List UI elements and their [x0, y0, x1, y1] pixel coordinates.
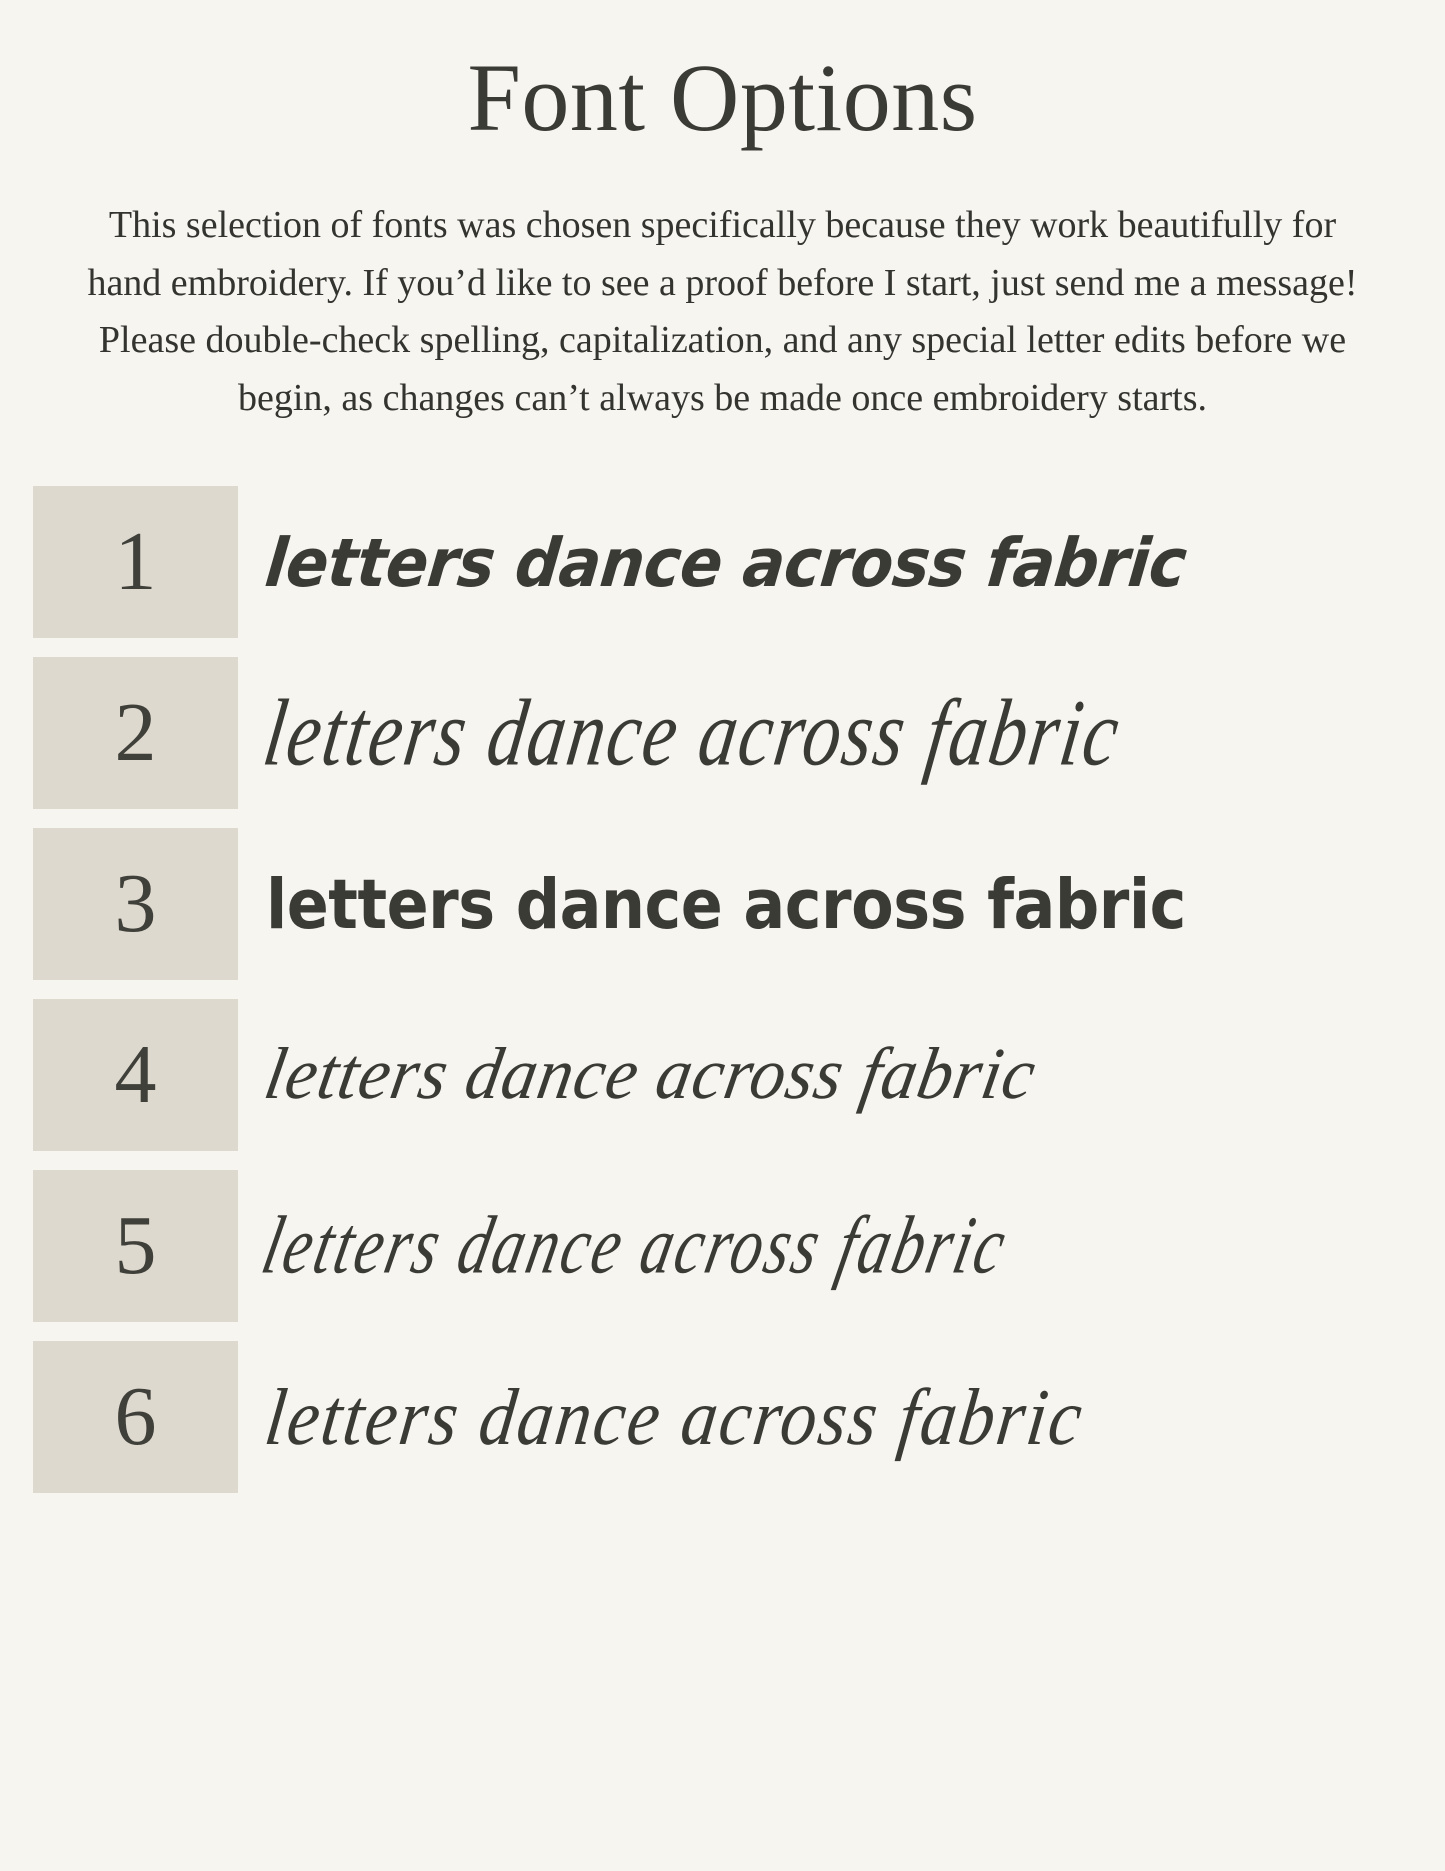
list-item[interactable]	[0, 482, 1445, 642]
option-number-box	[33, 999, 238, 1151]
list-item[interactable]	[0, 995, 1445, 1155]
option-sample-text: letters dance across fabric	[255, 1199, 1017, 1291]
option-number: 1	[114, 514, 157, 608]
font-options-list	[0, 482, 1445, 1497]
option-sample-text: letters dance across fabric	[261, 522, 1191, 602]
option-number: 3	[114, 856, 157, 950]
option-sample-text: letters dance across fabric	[258, 1033, 1043, 1115]
intro-paragraph: This selection of fonts was chosen specifically because they work beautifully for hand embroidery. If you’d like to see a proof before I start, just send me a message! Please double-check spelling, capitalization, and any special letter edits before we begin, as changes can’t always be made once embroidery starts.	[87, 203, 1358, 420]
option-sample-text: letters dance across fabric	[260, 1371, 1089, 1462]
option-number: 2	[114, 685, 157, 779]
option-number-box	[33, 1170, 238, 1322]
list-item[interactable]	[0, 824, 1445, 984]
option-number-box	[33, 1341, 238, 1493]
list-item[interactable]	[0, 1337, 1445, 1497]
option-number: 5	[114, 1198, 157, 1292]
list-item[interactable]	[0, 653, 1445, 813]
option-sample-text: letters dance across fabric	[266, 863, 1186, 944]
option-number-box	[33, 657, 238, 809]
list-item[interactable]	[0, 1166, 1445, 1326]
option-sample-text: letters dance across fabric	[257, 679, 1128, 786]
option-number-box	[33, 828, 238, 980]
option-number: 4	[114, 1027, 157, 1121]
option-number: 6	[114, 1369, 157, 1463]
page-title: Font Options	[467, 44, 978, 151]
option-number-box	[33, 486, 238, 638]
